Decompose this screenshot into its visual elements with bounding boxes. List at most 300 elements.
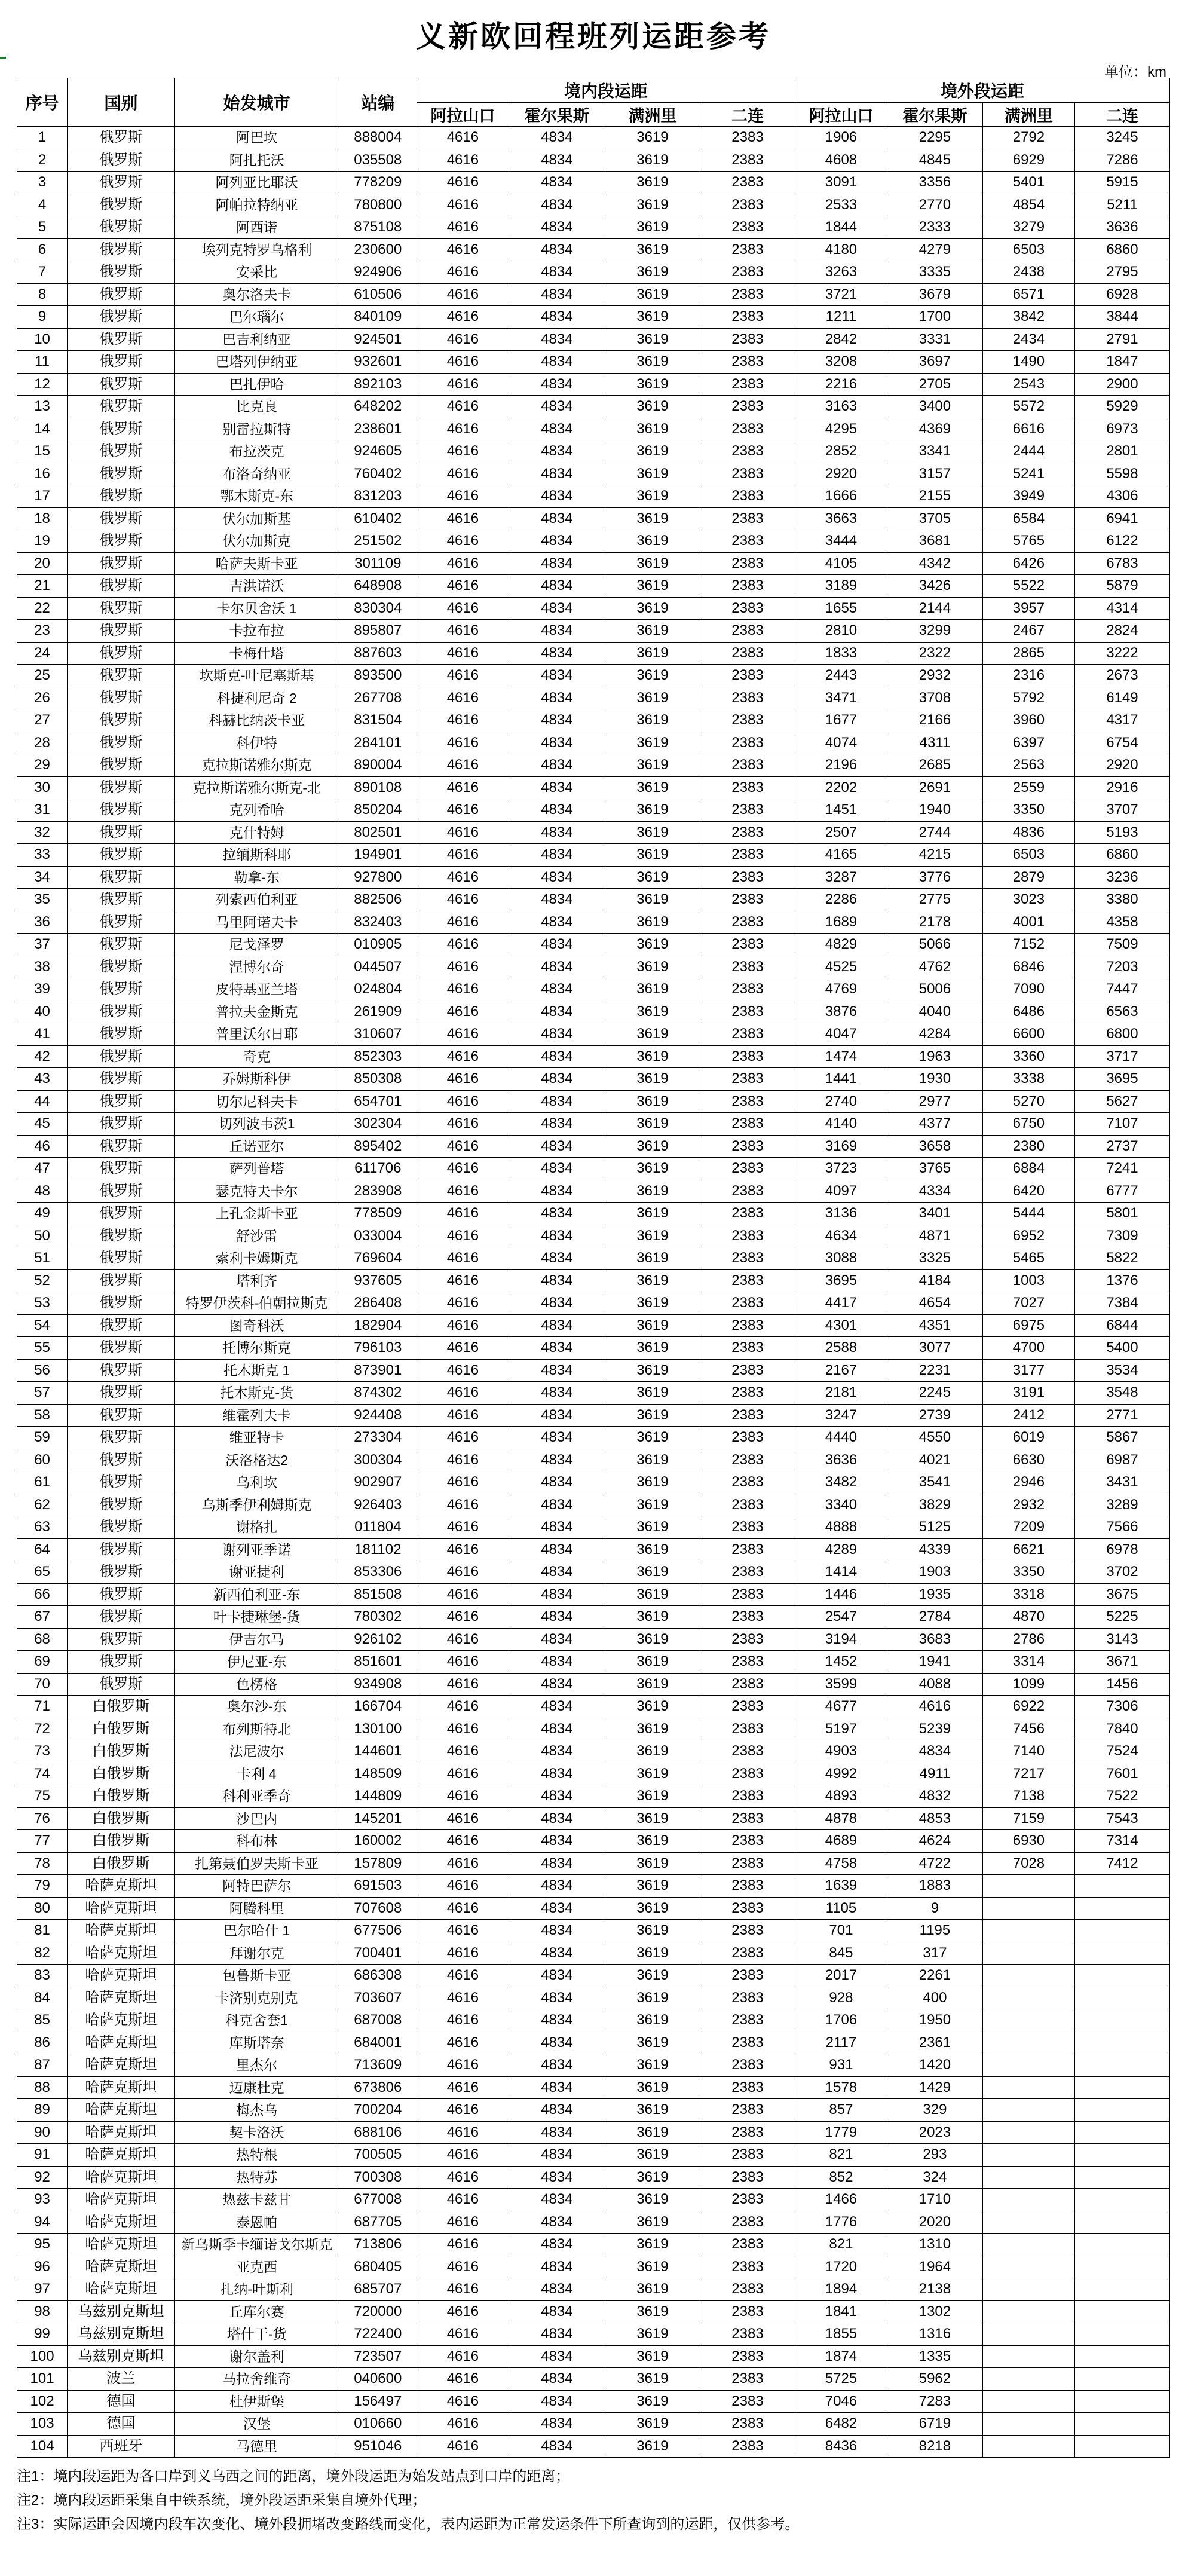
- for-manzhouli-cell: 2543: [982, 373, 1074, 396]
- seq-cell: 100: [17, 2345, 68, 2368]
- dom-erlian-cell: 2383: [700, 507, 795, 530]
- table-row: [17, 934, 1170, 956]
- for-khorgos-cell: 3683: [887, 1628, 982, 1651]
- dom-khorgos-cell: 4834: [509, 934, 605, 956]
- code-cell: 684001: [339, 2032, 417, 2054]
- dom-manzhouli-cell: 3619: [605, 2121, 700, 2144]
- code-cell: 691503: [339, 1875, 417, 1898]
- dom-erlian-cell: 2383: [700, 1830, 795, 1853]
- for-alashankou-cell: 1451: [795, 799, 887, 822]
- for-khorgos-cell: 2322: [887, 642, 982, 665]
- country-cell: 哈萨克斯坦: [68, 2211, 175, 2234]
- dom-erlian-cell: 2383: [700, 1247, 795, 1270]
- city-cell: 布拉茨克: [174, 440, 339, 463]
- for-manzhouli-cell: 5792: [982, 687, 1074, 709]
- for-manzhouli-cell: 6930: [982, 1830, 1074, 1853]
- for-erlian-cell: [1074, 2121, 1169, 2144]
- code-cell: 680405: [339, 2256, 417, 2278]
- country-cell: 哈萨克斯坦: [68, 2032, 175, 2054]
- note-2: 注2：境内段运距采集自中铁系统，境外段运距采集自境外代理；: [17, 2492, 427, 2508]
- country-cell: 俄罗斯: [68, 665, 175, 687]
- for-khorgos-cell: 3681: [887, 530, 982, 553]
- for-erlian-cell: [1074, 2435, 1169, 2458]
- dom-erlian-cell: 2383: [700, 2413, 795, 2436]
- dom-manzhouli-cell: 3619: [605, 418, 700, 440]
- code-cell: 924501: [339, 328, 417, 351]
- for-manzhouli-cell: 2434: [982, 328, 1074, 351]
- dom-manzhouli-cell: 3619: [605, 1269, 700, 1292]
- dom-erlian-cell: 2383: [700, 2435, 795, 2458]
- seq-cell: 87: [17, 2054, 68, 2077]
- for-manzhouli-cell: 6884: [982, 1158, 1074, 1180]
- city-cell: 普里沃尔日耶: [174, 1023, 339, 1046]
- seq-cell: 19: [17, 530, 68, 553]
- for-erlian-cell: 5400: [1074, 1337, 1169, 1360]
- for-manzhouli-cell: 4870: [982, 1606, 1074, 1629]
- dom-khorgos-cell: 4834: [509, 754, 605, 777]
- city-cell: 拜谢尔克: [174, 1942, 339, 1965]
- for-khorgos-cell: 4762: [887, 956, 982, 978]
- for-alashankou-cell: 2167: [795, 1359, 887, 1382]
- for-manzhouli-cell: [982, 1875, 1074, 1898]
- dom-manzhouli-cell: 3619: [605, 1382, 700, 1405]
- for-khorgos-cell: 329: [887, 2099, 982, 2122]
- dom-manzhouli-cell: 3619: [605, 1807, 700, 1830]
- for-manzhouli-cell: 7152: [982, 934, 1074, 956]
- dom-erlian-cell: 2383: [700, 2144, 795, 2167]
- code-cell: 044507: [339, 956, 417, 978]
- code-cell: 892103: [339, 373, 417, 396]
- dom-erlian-cell: 2383: [700, 1561, 795, 1584]
- cell-marker: [0, 57, 6, 59]
- table-row: [17, 1763, 1170, 1785]
- dom-alashankou-cell: 4616: [417, 530, 509, 553]
- seq-cell: 99: [17, 2323, 68, 2346]
- dom-alashankou-cell: 4616: [417, 2032, 509, 2054]
- city-cell: 卡利 4: [174, 1763, 339, 1785]
- table-row: [17, 2032, 1170, 2054]
- country-cell: 哈萨克斯坦: [68, 1942, 175, 1965]
- for-khorgos-cell: 1310: [887, 2234, 982, 2256]
- dom-manzhouli-cell: 3619: [605, 127, 700, 149]
- table-row: [17, 2368, 1170, 2391]
- for-erlian-cell: [1074, 2032, 1169, 2054]
- for-khorgos-cell: 3077: [887, 1337, 982, 1360]
- for-khorgos-cell: 4334: [887, 1180, 982, 1203]
- dom-erlian-cell: 2383: [700, 2390, 795, 2413]
- for-erlian-cell: 5193: [1074, 821, 1169, 844]
- country-cell: 哈萨克斯坦: [68, 1920, 175, 1942]
- dom-manzhouli-cell: 3619: [605, 620, 700, 643]
- dom-khorgos-cell: 4834: [509, 1404, 605, 1427]
- country-cell: 俄罗斯: [68, 1516, 175, 1539]
- for-alashankou-cell: 4634: [795, 1225, 887, 1247]
- distance-table: [17, 78, 1170, 2458]
- for-erlian-cell: 6149: [1074, 687, 1169, 709]
- for-khorgos-cell: 1930: [887, 1068, 982, 1091]
- dom-manzhouli-cell: 3619: [605, 642, 700, 665]
- for-erlian-cell: 7241: [1074, 1158, 1169, 1180]
- country-cell: 白俄罗斯: [68, 1852, 175, 1875]
- for-alashankou-cell: 4689: [795, 1830, 887, 1853]
- dom-manzhouli-cell: 3619: [605, 1740, 700, 1763]
- dom-khorgos-cell: 4834: [509, 485, 605, 508]
- dom-manzhouli-cell: 3619: [605, 2256, 700, 2278]
- for-alashankou-cell: 2810: [795, 620, 887, 643]
- seq-cell: 46: [17, 1135, 68, 1158]
- country-cell: 俄罗斯: [68, 1471, 175, 1494]
- for-manzhouli-cell: 3960: [982, 709, 1074, 732]
- table-row: [17, 1651, 1170, 1674]
- dom-khorgos-cell: 4834: [509, 418, 605, 440]
- dom-khorgos-cell: 4834: [509, 1247, 605, 1270]
- code-cell: 040600: [339, 2368, 417, 2391]
- for-khorgos-cell: 3299: [887, 620, 982, 643]
- seq-cell: 52: [17, 1269, 68, 1292]
- for-manzhouli-cell: [982, 2413, 1074, 2436]
- for-alashankou-cell: 3482: [795, 1471, 887, 1494]
- code-cell: 156497: [339, 2390, 417, 2413]
- for-erlian-cell: [1074, 1965, 1169, 1987]
- dom-erlian-cell: 2383: [700, 1897, 795, 1920]
- for-manzhouli-cell: 6584: [982, 507, 1074, 530]
- city-cell: 叶卡捷琳堡-货: [174, 1606, 339, 1629]
- dom-alashankou-cell: 4616: [417, 1920, 509, 1942]
- for-alashankou-cell: 3599: [795, 1673, 887, 1696]
- city-cell: 伏尔加斯克: [174, 530, 339, 553]
- dom-alashankou-cell: 4616: [417, 687, 509, 709]
- for-erlian-cell: 7840: [1074, 1718, 1169, 1740]
- dom-manzhouli-cell: 3619: [605, 1314, 700, 1337]
- seq-cell: 32: [17, 821, 68, 844]
- country-cell: 俄罗斯: [68, 418, 175, 440]
- for-alashankou-cell: 2181: [795, 1382, 887, 1405]
- dom-manzhouli-cell: 3619: [605, 866, 700, 889]
- for-alashankou-cell: 2017: [795, 1965, 887, 1987]
- code-cell: 882506: [339, 889, 417, 911]
- city-cell: 埃列克特罗乌格利: [174, 238, 339, 261]
- dom-manzhouli-cell: 3619: [605, 1763, 700, 1785]
- dom-khorgos-cell: 4834: [509, 1875, 605, 1898]
- dom-alashankou-cell: 4616: [417, 575, 509, 598]
- for-alashankou-cell: 1452: [795, 1651, 887, 1674]
- dom-alashankou-cell: 4616: [417, 2256, 509, 2278]
- for-erlian-cell: 6941: [1074, 507, 1169, 530]
- code-cell: 182904: [339, 1314, 417, 1337]
- seq-cell: 25: [17, 665, 68, 687]
- for-manzhouli-cell: 6750: [982, 1113, 1074, 1136]
- dom-khorgos-cell: 4834: [509, 956, 605, 978]
- dom-manzhouli-cell: 3619: [605, 194, 700, 216]
- city-cell: 沃洛格达2: [174, 1449, 339, 1471]
- code-cell: 194901: [339, 844, 417, 867]
- dom-erlian-cell: 2383: [700, 1538, 795, 1561]
- city-cell: 科伊特: [174, 732, 339, 754]
- for-erlian-cell: 3289: [1074, 1494, 1169, 1516]
- for-erlian-cell: 2673: [1074, 665, 1169, 687]
- sheet: [17, 11, 1170, 2537]
- seq-cell: 61: [17, 1471, 68, 1494]
- dom-alashankou-cell: 4616: [417, 1942, 509, 1965]
- code-cell: 902907: [339, 1471, 417, 1494]
- dom-alashankou-cell: 4616: [417, 844, 509, 867]
- for-manzhouli-cell: [982, 1920, 1074, 1942]
- city-cell: 阿腾科里: [174, 1897, 339, 1920]
- header-for-manzhouli: 满洲里: [982, 103, 1074, 127]
- for-erlian-cell: 5801: [1074, 1203, 1169, 1225]
- for-erlian-cell: 3636: [1074, 216, 1169, 239]
- for-khorgos-cell: 4853: [887, 1807, 982, 1830]
- for-alashankou-cell: 4047: [795, 1023, 887, 1046]
- dom-manzhouli-cell: 3619: [605, 485, 700, 508]
- dom-manzhouli-cell: 3619: [605, 1987, 700, 2009]
- for-alashankou-cell: 1689: [795, 911, 887, 934]
- for-khorgos-cell: 4284: [887, 1023, 982, 1046]
- dom-manzhouli-cell: 3619: [605, 172, 700, 194]
- for-erlian-cell: 2791: [1074, 328, 1169, 351]
- for-khorgos-cell: 2231: [887, 1359, 982, 1382]
- for-manzhouli-cell: 4700: [982, 1337, 1074, 1360]
- country-cell: 俄罗斯: [68, 194, 175, 216]
- for-manzhouli-cell: [982, 2009, 1074, 2032]
- city-cell: 塔什干-货: [174, 2323, 339, 2346]
- for-manzhouli-cell: 2559: [982, 776, 1074, 799]
- for-erlian-cell: 4317: [1074, 709, 1169, 732]
- dom-alashankou-cell: 4616: [417, 1516, 509, 1539]
- city-cell: 坎斯克-叶尼塞斯基: [174, 665, 339, 687]
- dom-manzhouli-cell: 3619: [605, 1897, 700, 1920]
- table-row: [17, 1516, 1170, 1539]
- for-khorgos-cell: 4311: [887, 732, 982, 754]
- dom-manzhouli-cell: 3619: [605, 1471, 700, 1494]
- dom-alashankou-cell: 4616: [417, 1090, 509, 1113]
- table-row: [17, 1852, 1170, 1875]
- for-manzhouli-cell: 5765: [982, 530, 1074, 553]
- seq-cell: 8: [17, 283, 68, 306]
- dom-khorgos-cell: 4834: [509, 1606, 605, 1629]
- dom-erlian-cell: 2383: [700, 1785, 795, 1808]
- dom-khorgos-cell: 4834: [509, 2099, 605, 2122]
- for-khorgos-cell: 1940: [887, 799, 982, 822]
- dom-erlian-cell: 2383: [700, 1203, 795, 1225]
- dom-manzhouli-cell: 3619: [605, 2278, 700, 2301]
- dom-erlian-cell: 2383: [700, 1673, 795, 1696]
- dom-erlian-cell: 2383: [700, 2076, 795, 2099]
- table-row: [17, 1382, 1170, 1405]
- code-cell: 130100: [339, 1718, 417, 1740]
- seq-cell: 66: [17, 1583, 68, 1606]
- dom-erlian-cell: 2383: [700, 732, 795, 754]
- city-cell: 切尔尼科夫卡: [174, 1090, 339, 1113]
- for-khorgos-cell: 3341: [887, 440, 982, 463]
- for-manzhouli-cell: 1099: [982, 1673, 1074, 1696]
- dom-alashankou-cell: 4616: [417, 665, 509, 687]
- for-khorgos-cell: 2685: [887, 754, 982, 777]
- table-row: [17, 1045, 1170, 1068]
- dom-erlian-cell: 2383: [700, 1807, 795, 1830]
- dom-erlian-cell: 2383: [700, 1852, 795, 1875]
- for-alashankou-cell: 7046: [795, 2390, 887, 2413]
- code-cell: 890004: [339, 754, 417, 777]
- table-row: [17, 2345, 1170, 2368]
- table-row: [17, 172, 1170, 194]
- code-cell: 926102: [339, 1628, 417, 1651]
- code-cell: 610506: [339, 283, 417, 306]
- dom-alashankou-cell: 4616: [417, 1583, 509, 1606]
- for-erlian-cell: [1074, 2211, 1169, 2234]
- dom-erlian-cell: 2383: [700, 1359, 795, 1382]
- for-khorgos-cell: 2744: [887, 821, 982, 844]
- for-erlian-cell: 4314: [1074, 597, 1169, 620]
- seq-cell: 53: [17, 1292, 68, 1315]
- code-cell: 720000: [339, 2300, 417, 2323]
- dom-manzhouli-cell: 3619: [605, 2189, 700, 2211]
- for-erlian-cell: 5822: [1074, 1247, 1169, 1270]
- dom-alashankou-cell: 4616: [417, 2189, 509, 2211]
- dom-khorgos-cell: 4834: [509, 1225, 605, 1247]
- for-khorgos-cell: 3356: [887, 172, 982, 194]
- dom-khorgos-cell: 4834: [509, 2032, 605, 2054]
- for-alashankou-cell: 2196: [795, 754, 887, 777]
- country-cell: 德国: [68, 2390, 175, 2413]
- for-erlian-cell: 3236: [1074, 866, 1169, 889]
- for-khorgos-cell: 2144: [887, 597, 982, 620]
- code-cell: 611706: [339, 1158, 417, 1180]
- country-cell: 俄罗斯: [68, 552, 175, 575]
- dom-erlian-cell: 2383: [700, 418, 795, 440]
- city-cell: 谢尔盖利: [174, 2345, 339, 2368]
- dom-khorgos-cell: 4834: [509, 149, 605, 172]
- for-alashankou-cell: 852: [795, 2166, 887, 2189]
- table-row: [17, 1875, 1170, 1898]
- code-cell: 853306: [339, 1561, 417, 1584]
- country-cell: 俄罗斯: [68, 1651, 175, 1674]
- for-alashankou-cell: 3136: [795, 1203, 887, 1225]
- city-cell: 新西伯利亚-东: [174, 1583, 339, 1606]
- country-cell: 白俄罗斯: [68, 1763, 175, 1785]
- dom-manzhouli-cell: 3619: [605, 1180, 700, 1203]
- dom-erlian-cell: 2383: [700, 463, 795, 485]
- table-row: [17, 306, 1170, 329]
- dom-khorgos-cell: 4834: [509, 1203, 605, 1225]
- seq-cell: 59: [17, 1427, 68, 1449]
- dom-alashankou-cell: 4616: [417, 216, 509, 239]
- dom-khorgos-cell: 4834: [509, 978, 605, 1001]
- country-cell: 哈萨克斯坦: [68, 1897, 175, 1920]
- country-cell: 俄罗斯: [68, 530, 175, 553]
- dom-khorgos-cell: 4834: [509, 1382, 605, 1405]
- seq-cell: 63: [17, 1516, 68, 1539]
- dom-khorgos-cell: 4834: [509, 216, 605, 239]
- dom-manzhouli-cell: 3619: [605, 1337, 700, 1360]
- for-erlian-cell: 6928: [1074, 283, 1169, 306]
- dom-manzhouli-cell: 3619: [605, 1628, 700, 1651]
- city-cell: 普拉夫金斯克: [174, 1001, 339, 1023]
- for-erlian-cell: 7524: [1074, 1740, 1169, 1763]
- country-cell: 俄罗斯: [68, 1225, 175, 1247]
- for-erlian-cell: [1074, 2076, 1169, 2099]
- city-cell: 泰恩帕: [174, 2211, 339, 2234]
- for-manzhouli-cell: 6616: [982, 418, 1074, 440]
- for-khorgos-cell: 4834: [887, 1740, 982, 1763]
- dom-khorgos-cell: 4834: [509, 1583, 605, 1606]
- table-row: [17, 911, 1170, 934]
- dom-erlian-cell: 2383: [700, 261, 795, 284]
- for-manzhouli-cell: 2786: [982, 1628, 1074, 1651]
- country-cell: 俄罗斯: [68, 149, 175, 172]
- dom-erlian-cell: 2383: [700, 2368, 795, 2391]
- dom-khorgos-cell: 4834: [509, 1337, 605, 1360]
- dom-alashankou-cell: 4616: [417, 127, 509, 149]
- dom-khorgos-cell: 4834: [509, 709, 605, 732]
- table-row: [17, 149, 1170, 172]
- for-manzhouli-cell: 6929: [982, 149, 1074, 172]
- for-erlian-cell: 2737: [1074, 1135, 1169, 1158]
- dom-alashankou-cell: 4616: [417, 956, 509, 978]
- for-alashankou-cell: 4295: [795, 418, 887, 440]
- code-cell: 648202: [339, 396, 417, 418]
- for-alashankou-cell: 3636: [795, 1449, 887, 1471]
- for-erlian-cell: 6783: [1074, 552, 1169, 575]
- seq-cell: 47: [17, 1158, 68, 1180]
- dom-manzhouli-cell: 3619: [605, 1516, 700, 1539]
- code-cell: 934908: [339, 1673, 417, 1696]
- dom-alashankou-cell: 4616: [417, 396, 509, 418]
- for-manzhouli-cell: 1490: [982, 351, 1074, 374]
- dom-manzhouli-cell: 3619: [605, 1718, 700, 1740]
- dom-alashankou-cell: 4616: [417, 889, 509, 911]
- dom-manzhouli-cell: 3619: [605, 1965, 700, 1987]
- header-dom-erlian: 二连: [700, 103, 795, 127]
- city-cell: 科利亚季奇: [174, 1785, 339, 1808]
- dom-erlian-cell: 2383: [700, 889, 795, 911]
- for-erlian-cell: [1074, 2144, 1169, 2167]
- country-cell: 俄罗斯: [68, 1247, 175, 1270]
- country-cell: 哈萨克斯坦: [68, 1987, 175, 2009]
- code-cell: 283908: [339, 1180, 417, 1203]
- for-khorgos-cell: 2178: [887, 911, 982, 934]
- for-erlian-cell: 3695: [1074, 1068, 1169, 1091]
- dom-alashankou-cell: 4616: [417, 2413, 509, 2436]
- for-erlian-cell: 3548: [1074, 1382, 1169, 1405]
- table-row: [17, 978, 1170, 1001]
- for-manzhouli-cell: 2932: [982, 1494, 1074, 1516]
- for-erlian-cell: 1456: [1074, 1673, 1169, 1696]
- country-cell: 德国: [68, 2413, 175, 2436]
- for-khorgos-cell: 4184: [887, 1269, 982, 1292]
- for-erlian-cell: 1847: [1074, 351, 1169, 374]
- country-cell: 俄罗斯: [68, 844, 175, 867]
- country-cell: 俄罗斯: [68, 687, 175, 709]
- table-row: [17, 1135, 1170, 1158]
- dom-alashankou-cell: 4616: [417, 1471, 509, 1494]
- table-row: [17, 283, 1170, 306]
- country-cell: 俄罗斯: [68, 1090, 175, 1113]
- for-khorgos-cell: 3401: [887, 1203, 982, 1225]
- dom-alashankou-cell: 4616: [417, 1023, 509, 1046]
- seq-cell: 18: [17, 507, 68, 530]
- dom-manzhouli-cell: 3619: [605, 1247, 700, 1270]
- dom-manzhouli-cell: 3619: [605, 709, 700, 732]
- for-khorgos-cell: 2333: [887, 216, 982, 239]
- dom-erlian-cell: 2383: [700, 1023, 795, 1046]
- for-alashankou-cell: 2117: [795, 2032, 887, 2054]
- city-cell: 契卡洛沃: [174, 2121, 339, 2144]
- dom-alashankou-cell: 4616: [417, 776, 509, 799]
- dom-erlian-cell: 2383: [700, 821, 795, 844]
- table-row: [17, 1740, 1170, 1763]
- header-city: 始发城市: [174, 78, 339, 127]
